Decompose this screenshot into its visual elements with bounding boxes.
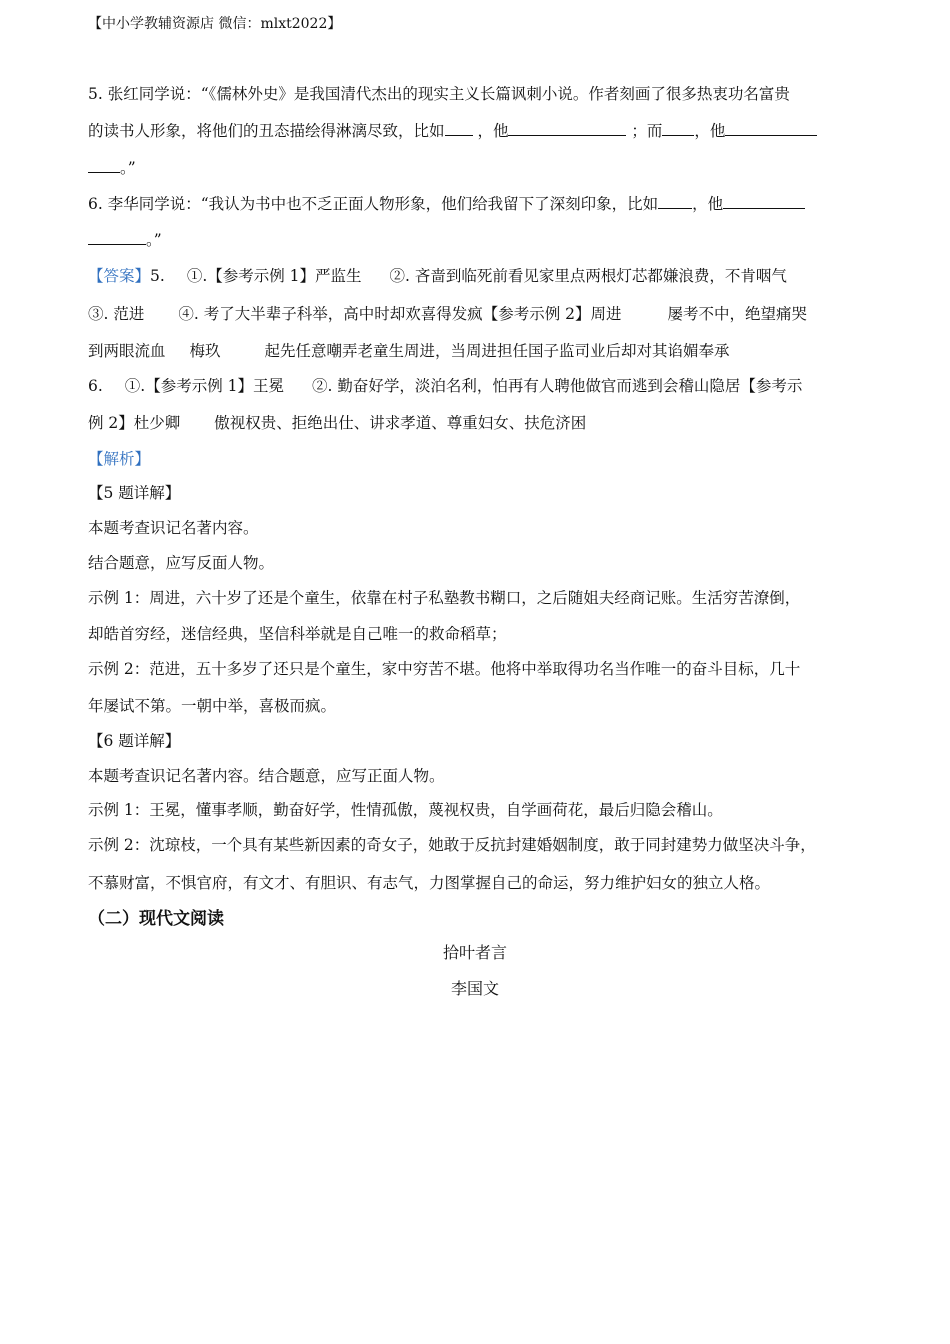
question-6-line-1	[88, 192, 805, 214]
q6-end: 。”	[146, 231, 162, 249]
q6-detail-p2: 示例 1：王冕，懂事孝顺，勤奋好学，性情孤傲，蔑视权贵，自学画荷花，最后归隐会稽山。	[88, 801, 723, 819]
q5-detail-p4-line-2: 年屡试不第。一朝中举，喜极而疯。	[88, 697, 337, 715]
answer-blank	[723, 194, 805, 209]
answer-label: 【答案】	[88, 267, 151, 285]
q5-text-a: 的读书人形象，将他们的丑态描绘得淋漓尽致，比如	[88, 122, 445, 140]
answer-5-1: ①.【参考示例 1】严监生	[186, 267, 362, 285]
q5-detail-p1: 本题考查识记名著内容。	[88, 519, 259, 537]
answer-5-3: ③. 范进	[88, 305, 145, 323]
answer-blank	[508, 121, 626, 136]
q5-text-c: ；而	[631, 122, 663, 140]
q6-detail-title: 【6 题详解】	[88, 732, 181, 750]
question-5-line-3	[88, 156, 136, 178]
answer-6-2: ②. 勤奋好学，淡泊名利，怕再有人聘他做官而逃到会稽山隐居【参考示	[312, 377, 803, 395]
answer-5-4: ④. 考了大半辈子科举，高中时却欢喜得发疯【参考示例 2】周进	[178, 305, 622, 323]
q6-text-a: 6. 李华同学说：“我认为书中也不乏正面人物形象，他们给我留下了深刻印象，比如	[88, 195, 659, 213]
answer-blank	[725, 121, 817, 136]
q6-detail-p3-line-1: 示例 2：沈琼枝，一个具有某些新因素的奇女子，她敢于反抗封建婚姻制度，敢于同封建势力做坚决斗争，	[88, 836, 816, 854]
q6-text-b: ，他	[692, 195, 724, 213]
analysis-label: 【解析】	[88, 450, 151, 468]
q5-text-d: ，他	[694, 122, 726, 140]
header-text: 【中小学教辅资源店 微信：mlxt2022】	[88, 16, 342, 32]
answer-line-1	[88, 264, 787, 286]
answer-5-2: ②. 吝啬到临死前看见家里点两根灯芯都嫌浪费，不肯咽气	[389, 267, 787, 285]
answer-blank	[88, 158, 120, 173]
answer-5-6: 到两眼流血	[88, 342, 166, 360]
q6-detail-p1: 本题考查识记名著内容。结合题意，应写正面人物。	[88, 767, 445, 785]
answer-blank	[445, 121, 473, 136]
q5-detail-title: 【5 题详解】	[88, 484, 181, 502]
q5-detail-p2: 结合题意，应写反面人物。	[88, 554, 275, 572]
answer-6-1: ①.【参考示例 1】王冕	[124, 377, 285, 395]
answer-line-5	[88, 411, 586, 433]
answer-5-7: 梅玖	[189, 342, 221, 360]
answer-5-5: 屡考不中，绝望痛哭	[667, 305, 808, 323]
q5-text-b: ，他	[477, 122, 509, 140]
answer-line-2	[88, 302, 807, 324]
section-heading: （二）现代文阅读	[88, 909, 224, 929]
answer-blank	[662, 121, 694, 136]
q6-detail-p3-line-2: 不慕财富，不惧官府，有文才、有胆识、有志气，力图掌握自己的命运，努力维护妇女的独立人格。	[88, 874, 771, 892]
question-5-line-1: 5. 张红同学说：“《儒林外史》是我国清代杰出的现实主义长篇讽刺小说。作者刻画了很多热衷功名富贵	[88, 85, 790, 103]
q5-detail-p3-line-1: 示例 1：周进，六十岁了还是个童生，依靠在村子私塾教书糊口，之后随姐夫经商记账。生活穷苦潦倒，	[88, 589, 801, 607]
question-5-line-2	[88, 119, 817, 141]
answer-num-6: 6.	[88, 377, 103, 395]
answer-6-3: 例 2】杜少卿	[88, 414, 181, 432]
answer-num-5: 5.	[150, 267, 165, 285]
q5-end: 。”	[120, 159, 136, 177]
question-6-line-2	[88, 228, 162, 250]
answer-5-8: 起先任意嘲弄老童生周进，当周进担任国子监司业后却对其谄媚奉承	[264, 342, 730, 360]
article-title: 拾叶者言	[442, 943, 507, 962]
answer-blank	[88, 230, 146, 245]
q5-detail-p4-line-1: 示例 2：范进，五十多岁了还只是个童生，家中穷苦不堪。他将中举取得功名当作唯一的奋斗目标，几十	[88, 660, 801, 678]
answer-blank	[658, 194, 692, 209]
answer-6-4: 傲视权贵、拒绝出仕、讲求孝道、尊重妇女、扶危济困	[214, 414, 587, 432]
answer-line-3	[88, 339, 730, 361]
article-author: 李国文	[450, 979, 499, 998]
q5-detail-p3-line-2: 却皓首穷经，迷信经典，坚信科举就是自己唯一的救命稻草；	[88, 625, 507, 643]
answer-line-4	[88, 374, 802, 396]
